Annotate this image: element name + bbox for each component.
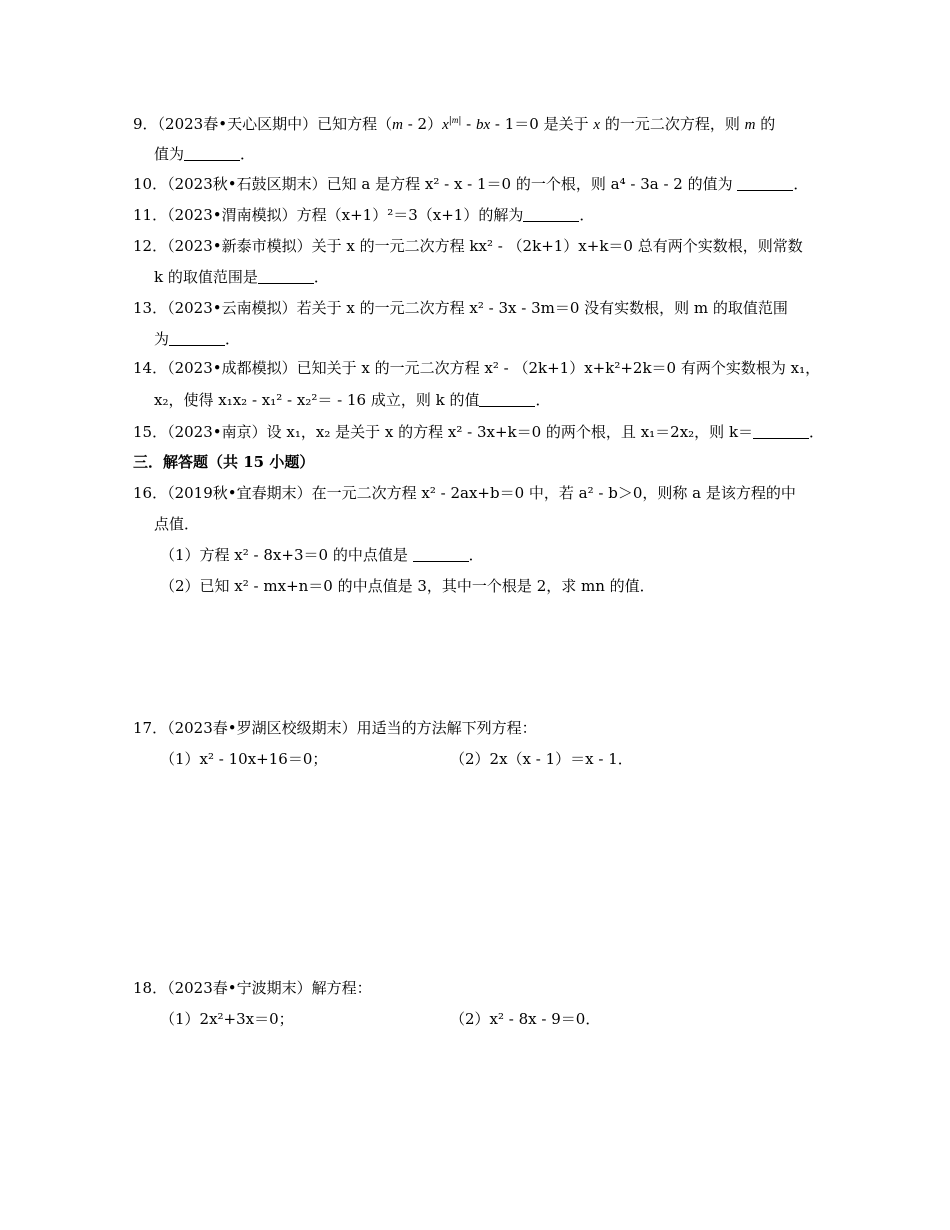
punctuation: ． [579, 206, 595, 224]
question-16-part-2: （2）已知 x² - mx+n＝0 的中点值是 3，其中一个根是 2，求 mn 的值． [160, 577, 655, 595]
question-number: 16． [133, 484, 168, 502]
question-16 [133, 483, 796, 503]
question-9-continued [154, 144, 255, 164]
question-14-continued [154, 390, 550, 410]
question-text: k 的取值范围是 [154, 268, 258, 286]
question-source: （2019秋•宜春期末） [167, 484, 312, 502]
question-text: 为 [154, 330, 170, 348]
question-text: 在一元二次方程 x² - 2ax+b＝0 中，若 a² - b＞0，则称 a 是该方程的中 [311, 484, 796, 502]
question-11 [133, 205, 594, 225]
question-12-continued [154, 267, 329, 287]
question-number: 9． [133, 115, 158, 133]
answer-blank [184, 146, 240, 161]
question-text: 已知方程（ [317, 115, 393, 133]
question-source: （2023•新泰市模拟） [167, 237, 312, 255]
question-18-part-1: （1）2x²+3x＝0； [160, 1010, 294, 1028]
question-number: 12． [133, 237, 168, 255]
question-text: 设 x₁，x₂ 是关于 x 的方程 x² - 3x+k＝0 的两个根，且 x₁＝2x₂，则 k＝ [266, 423, 754, 441]
question-16-continued: 点值． [154, 515, 200, 533]
punctuation: ． [793, 175, 809, 193]
question-source: （2023•成都模拟） [167, 359, 297, 377]
question-12 [133, 236, 803, 256]
question-source: （2023春•罗湖区校级期末） [167, 719, 357, 737]
punctuation: ． [225, 330, 241, 348]
question-text: （1）方程 x² - 8x+3＝0 的中点值是 [160, 546, 408, 564]
question-text: 值为 [154, 145, 185, 163]
question-16-part-1 [160, 545, 484, 565]
question-number: 11． [133, 206, 168, 224]
section-heading: 三．解答题（共 15 小题） [133, 453, 315, 471]
question-text: 的 [760, 115, 776, 133]
question-text: 的一元二次方程，则 [604, 115, 740, 133]
question-text: 已知关于 x 的一元二次方程 x² - （2k+1）x+k²+2k＝0 有两个实数根为 x₁， [296, 359, 821, 377]
question-text: 是关于 [543, 115, 589, 133]
question-text: 解方程： [311, 979, 372, 997]
punctuation: ． [468, 546, 484, 564]
question-text: 若关于 x 的一元二次方程 x² - 3x - 3m＝0 没有实数根，则 m 的取值范围 [296, 299, 788, 317]
question-number: 15． [133, 423, 168, 441]
question-18-part-2: （2）x² - 8x - 9＝0． [450, 1010, 601, 1028]
question-13-continued [154, 329, 240, 349]
question-source: （2023秋•石鼓区期末） [167, 175, 327, 193]
question-text: 关于 x 的一元二次方程 kx² - （2k+1）x+k＝0 总有两个实数根，则常数 [311, 237, 803, 255]
answer-blank [523, 207, 579, 222]
question-text: 已知 a 是方程 x² - x - 1＝0 的一个根，则 a⁴ - 3a - 2 的值为 [326, 175, 733, 193]
question-17 [133, 718, 537, 738]
question-source: （2023•渭南模拟） [167, 206, 297, 224]
question-source: （2023春•天心区期中） [157, 115, 318, 133]
question-number: 18． [133, 979, 168, 997]
answer-blank [737, 176, 793, 191]
answer-blank [753, 424, 809, 439]
answer-blank [413, 547, 469, 562]
question-number: 17． [133, 719, 168, 737]
question-15 [133, 422, 824, 442]
punctuation: ． [809, 423, 825, 441]
question-10 [133, 174, 808, 194]
question-18 [133, 978, 372, 998]
question-number: 14． [133, 359, 168, 377]
question-source: （2023•云南模拟） [167, 299, 297, 317]
question-17-part-1: （1）x² - 10x+16＝0； [160, 750, 328, 768]
question-text: 用适当的方法解下列方程： [356, 719, 537, 737]
question-source: （2023春•宁波期末） [167, 979, 312, 997]
question-text: x₂，使得 x₁x₂ - x₁² - x₂²＝ - 16 成立，则 k 的值 [154, 391, 480, 409]
question-number: 13． [133, 299, 168, 317]
question-14 [133, 358, 820, 378]
question-13 [133, 298, 788, 318]
answer-blank [479, 392, 535, 407]
question-number: 10． [133, 175, 168, 193]
punctuation: ． [535, 391, 551, 409]
answer-blank [258, 269, 314, 284]
question-17-part-2: （2）2x（x - 1）＝x - 1． [450, 750, 633, 768]
question-source: （2023•南京） [167, 423, 267, 441]
punctuation: ． [313, 268, 329, 286]
question-9: 9．（2023春•天心区期中）已知方程$(m - 2)x^{|m|}$ - bx - 1＝0 是关于 x 的一元二次方程，则 m 的 [133, 115, 776, 133]
question-text: 方程（x+1）²＝3（x+1）的解为 [296, 206, 524, 224]
answer-blank [169, 331, 225, 346]
punctuation: ． [240, 145, 256, 163]
question-text: ） [427, 115, 443, 133]
